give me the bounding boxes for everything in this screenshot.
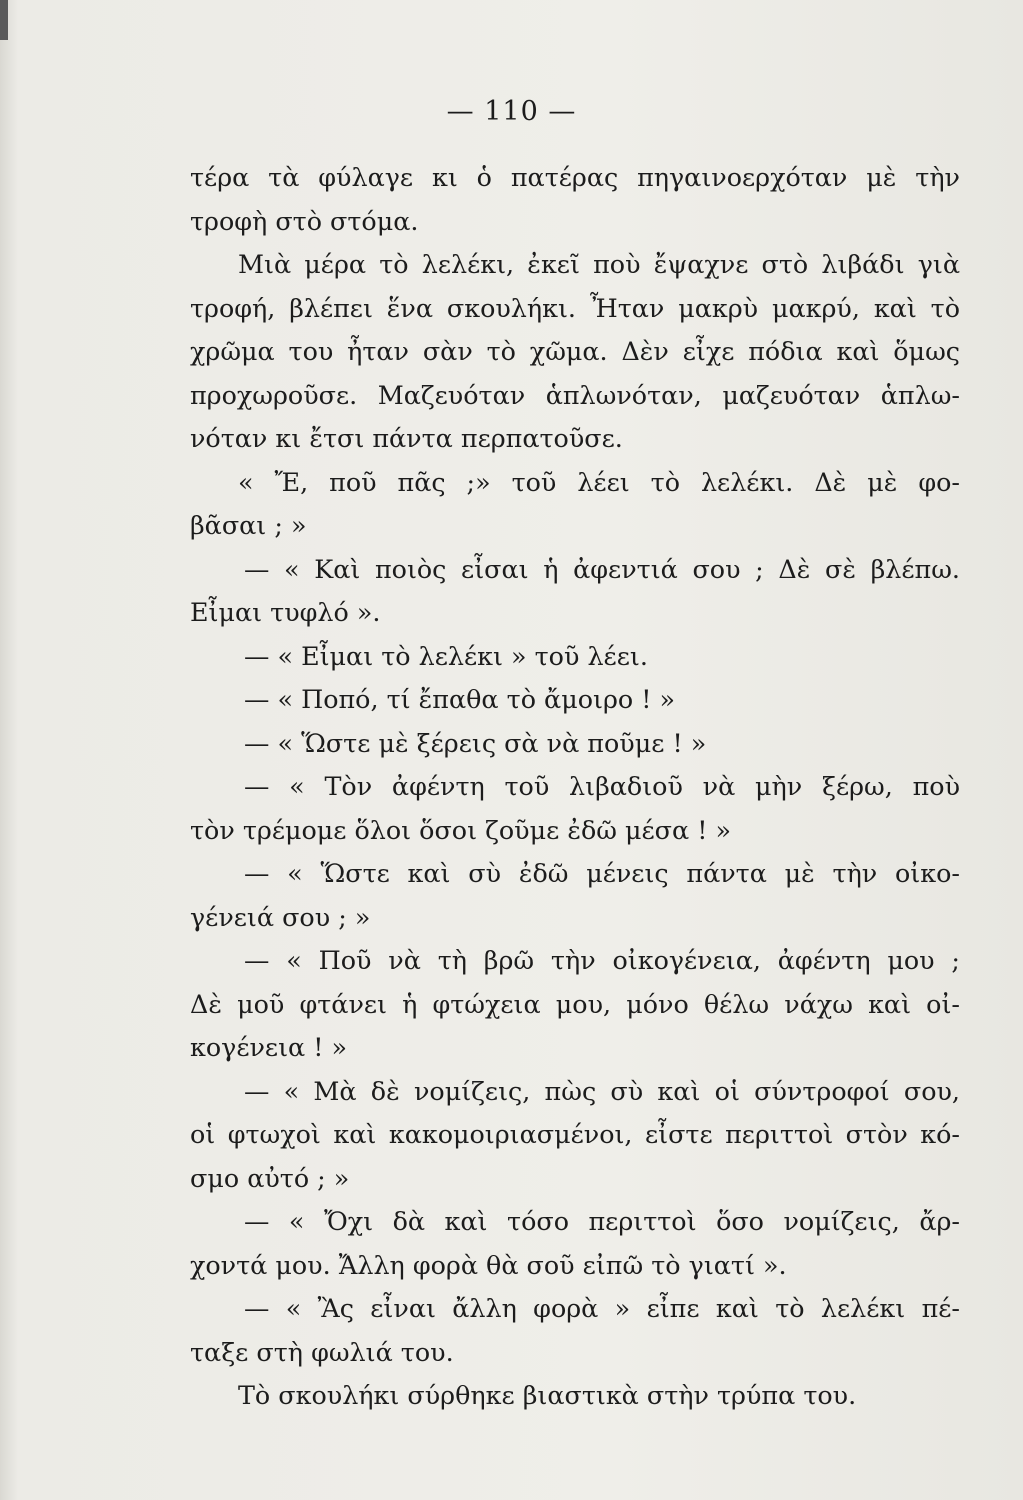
text-line: γένειά σου ; » [190,901,371,932]
text-line: — « Εἶμαι τὸ λελέκι » τοῦ λέει. [244,640,648,671]
text-line: οἱ φτωχοὶ καὶ κακομοιριασμένοι, εἶστε περιττοὶ στὸν κό- [190,1119,960,1149]
scan-edge-mark [0,0,8,40]
text-line: τροφὴ στὸ στόμα. [190,205,419,236]
text-line: Εἶμαι τυφλό ». [190,597,381,627]
text-line: νόταν κι ἔτσι πάντα περπατοῦσε. [190,423,623,453]
text-line: χρῶμα του ἦταν σὰν τὸ χῶμα. Δὲν εἶχε πόδια καὶ ὅμως [190,336,960,366]
text-line: βᾶσαι ; » [190,510,307,540]
text-line: — « Ὥστε καὶ σὺ ἐδῶ μένεις πάντα μὲ τὴν οἰκο- [244,858,960,888]
text-line: χοντά μου. Ἄλλη φορὰ θὰ σοῦ εἰπῶ τὸ γιατί ». [190,1249,787,1280]
text-line: τροφή, βλέπει ἕνα σκουλήκι. Ἦταν μακρὺ μακρύ, καὶ τὸ [190,292,960,323]
body-text [190,156,960,1418]
text-line: ταξε στὴ φωλιά του. [190,1336,454,1367]
text-line: τὸν τρέμομε ὅλοι ὅσοι ζοῦμε ἐδῶ μέσα ! » [190,814,732,845]
text-line: — « Καὶ ποιὸς εἶσαι ἡ ἀφεντιά σου ; Δὲ σὲ βλέπω. [244,553,960,584]
text-line: τέρα τὰ φύλαγε κι ὁ πατέρας πηγαινοερχόταν μὲ τὴν [190,162,960,192]
text-line: Τὸ σκουλήκι σύρθηκε βιαστικὰ στὴν τρύπα του. [238,1380,857,1410]
text-line: — « Μὰ δὲ νομίζεις, πὼς σὺ καὶ οἱ σύντροφοί σου, [244,1075,960,1106]
text-line: σμο αὐτό ; » [190,1162,350,1193]
text-line: Μιὰ μέρα τὸ λελέκι, ἐκεῖ ποὺ ἔψαχνε στὸ λιβάδι γιὰ [238,249,960,279]
page-number: — 110 — [446,96,577,127]
text-line: προχωροῦσε. Μαζευόταν ἁπλωνόταν, μαζευόταν ἁπλω- [190,379,960,410]
text-line: « Ἔ, ποῦ πᾶς ;» τοῦ λέει τὸ λελέκι. Δὲ μὲ φο- [238,466,960,497]
text-line: — « Ὥστε μὲ ξέρεις σὰ νὰ ποῦμε ! » [244,727,707,758]
text-line: — « Ὄχι δὰ καὶ τόσο περιττοὶ ὅσο νομίζεις, ἄρ- [244,1206,960,1236]
text-line: — « Τὸν ἀφέντη τοῦ λιβαδιοῦ νὰ μὴν ξέρω, ποὺ [244,771,960,801]
text-line: Δὲ μοῦ φτάνει ἡ φτώχεια μου, μόνο θέλω νάχω καὶ οἰ- [190,988,960,1019]
text-line: — « Ποῦ νὰ τὴ βρῶ τὴν οἰκογένεια, ἀφέντη μου ; [244,945,960,975]
text-line: — « Ἂς εἶναι ἄλλη φορὰ » εἶπε καὶ τὸ λελέκι πέ- [244,1293,960,1323]
text-line: κογένεια ! » [190,1032,348,1062]
text-line: — « Ποπό, τί ἔπαθα τὸ ἄμοιρο ! » [244,684,676,714]
